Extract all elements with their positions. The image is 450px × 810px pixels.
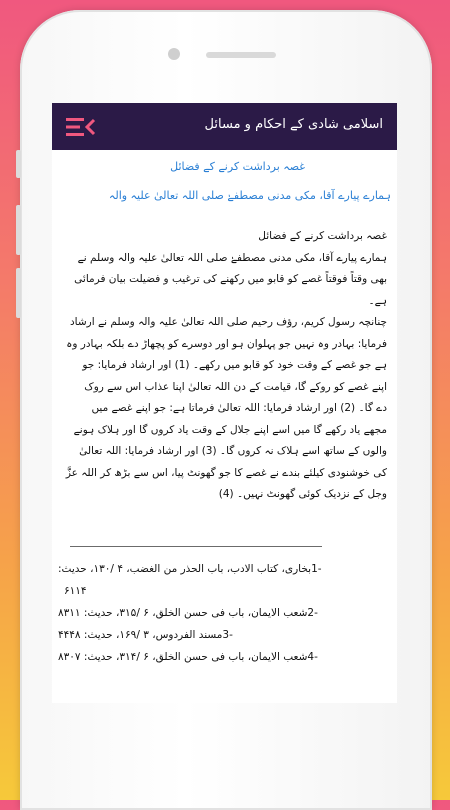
reference-number: 2- <box>307 607 318 619</box>
article-line: اپنے غصے کو روکے گا، قیامت کے دن اللہ تعالیٰ اپنا عذاب اس سے روک <box>84 380 387 393</box>
earpiece-speaker <box>206 52 276 58</box>
volume-up-button <box>16 205 21 255</box>
article-line: وجل کے نزدیک کوئی گھونٹ نہیں۔ (4) <box>218 488 387 500</box>
references-list <box>58 558 388 668</box>
article-heading: غصہ برداشت کرنے کے فضائل <box>258 230 387 242</box>
article-body <box>60 226 387 506</box>
highlight-heading: غصہ برداشت کرنے کے فضائل <box>170 160 305 173</box>
reference-item <box>58 558 388 580</box>
article-line: دے گا۔ (2) اور ارشاد فرمایا: اللہ تعالیٰ فرماتا ہے: جو اپنے غصے میں <box>91 402 387 414</box>
reference-item <box>58 624 388 646</box>
menu-back-icon[interactable] <box>66 118 96 136</box>
reference-text: شعب الایمان، باب فی حسن الخلق، ۶ /۳۱۵، حدیث: ۸۳۱۱ <box>58 607 308 619</box>
reference-text: مسند الفردوس، ۳ /۱۶۹، حدیث: ۴۴۴۸ <box>58 629 223 641</box>
app-screen <box>52 103 397 703</box>
footnote-divider <box>70 546 322 547</box>
article-line: ہے جو غصے کے وقت خود کو قابو میں رکھے۔ (1) اور ارشاد فرمایا: جو <box>82 359 387 371</box>
reference-item <box>58 646 388 668</box>
front-camera <box>168 48 180 60</box>
article-line: مجھے یاد رکھے گا میں اسے اپنے جلال کے وقت یاد کروں گا اور ہلاک ہونے <box>73 423 387 436</box>
reference-number: 4- <box>307 651 318 663</box>
article-line: فرمایا: بہادر وہ نہیں جو پہلوان ہو اور دوسرے کو پچھاڑ دے بلکہ بہادر وہ <box>66 337 387 350</box>
reference-text: شعب الایمان، باب فی حسن الخلق، ۶ /۳۱۴، حدیث: ۸۳۰۷ <box>58 651 308 663</box>
reference-item <box>58 580 388 602</box>
article-line: والوں کے ساتھ اسے ہلاک نہ کروں گا۔ (3) اور ارشاد فرمایا: اللہ تعالیٰ <box>79 445 387 457</box>
app-bar <box>52 103 397 150</box>
app-title: اسلامی شادی کے احکام و مسائل <box>204 117 383 132</box>
reference-number: 1- <box>311 563 322 575</box>
article-line: کی خوشنودی کیلئے بندے نے غصے کا جو گھونٹ پیا، اس سے بڑھ کر اللہ عزَّ <box>65 466 387 479</box>
volume-down-button <box>16 268 21 318</box>
highlight-subline: ہمارے پیارے آقا، مکی مدنی مصطفےٰ صلی اللہ تعالیٰ علیہ والہ <box>108 189 391 202</box>
reference-number: 3- <box>222 629 233 641</box>
mute-switch <box>16 150 21 178</box>
reference-text: ۶۱۱۴ <box>64 585 87 597</box>
reference-text: بخاری، کتاب الادب، باب الحذر من الغضب، ۴ /۱۳۰، حدیث: <box>58 563 312 575</box>
article-line: ہمارے پیارے آقا، مکی مدنی مصطفےٰ صلی اللہ تعالیٰ علیہ والہ وسلم نے <box>77 251 387 264</box>
reference-item <box>58 602 388 624</box>
article-line: بھی وقتاً فوقتاً غصے کو قابو میں رکھنے کی ترغیب و فضیلت بیان فرمائی ہے۔ <box>74 273 387 307</box>
article-line: چنانچہ رسول کریم، رؤف رحیم صلی اللہ تعالیٰ علیہ والہ وسلم نے ارشاد <box>69 316 387 328</box>
